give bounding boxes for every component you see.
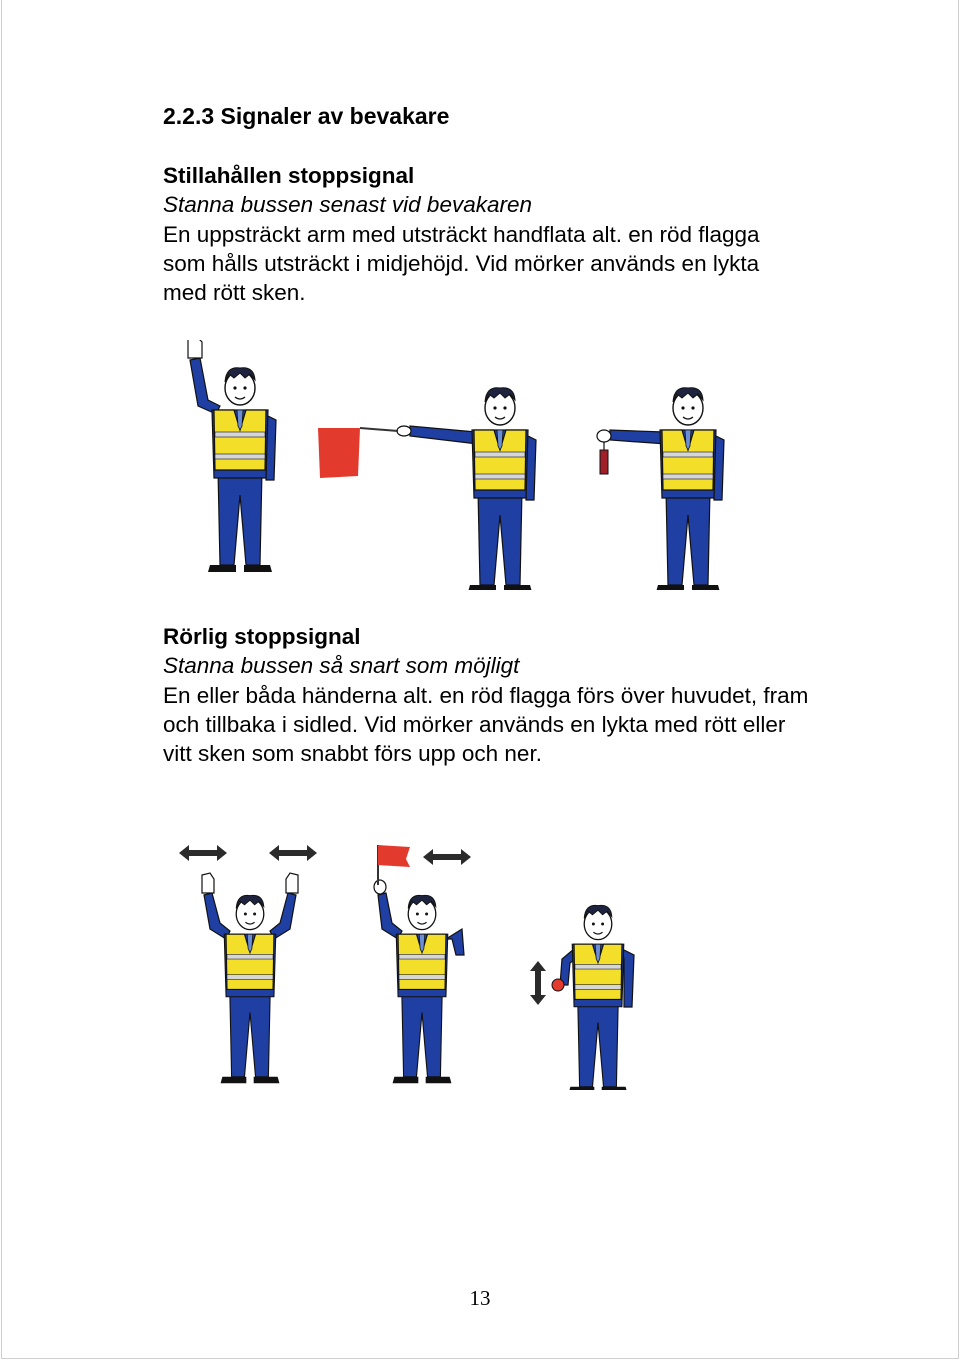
up-down-arrow-icon	[530, 961, 546, 1005]
section-body: En uppsträckt arm med utsträckt handflata alt. en röd flagga som hålls utsträckt i midjehöjd. Vid mörker används en lykta med rött sken.	[163, 221, 760, 306]
lantern-up-down-guard	[530, 905, 634, 1090]
stationary-signal-illustration	[160, 340, 760, 590]
left-right-arrow-icon	[423, 849, 471, 865]
section-title: Rörlig stoppsignal	[163, 624, 361, 649]
section-body: En eller båda händerna alt. en röd flagga förs över huvudet, fram och tillbaka i sidled. Vid mörker används en lykta med rött eller vitt sken som snabbt förs upp och ner.	[163, 682, 809, 767]
section-subtitle: Stanna bussen så snart som möjligt	[163, 653, 520, 679]
left-right-arrow-icon	[179, 845, 227, 861]
page-number: 13	[469, 1286, 491, 1310]
section-subtitle: Stanna bussen senast vid bevakaren	[163, 192, 532, 218]
section-title: Stillahållen stoppsignal	[163, 163, 415, 188]
section-heading: 2.2.3 Signaler av bevakare	[163, 103, 450, 129]
section-moving-stop	[163, 622, 813, 768]
both-hands-waving-guard	[179, 845, 317, 1083]
section-stationary-stop	[163, 161, 803, 307]
flag-waving-guard	[374, 845, 471, 1083]
moving-signal-illustration	[160, 825, 660, 1090]
red-flag-guard	[318, 388, 536, 590]
red-lantern-guard	[597, 388, 724, 590]
left-right-arrow-icon	[269, 845, 317, 861]
raised-hand-guard	[188, 340, 276, 572]
